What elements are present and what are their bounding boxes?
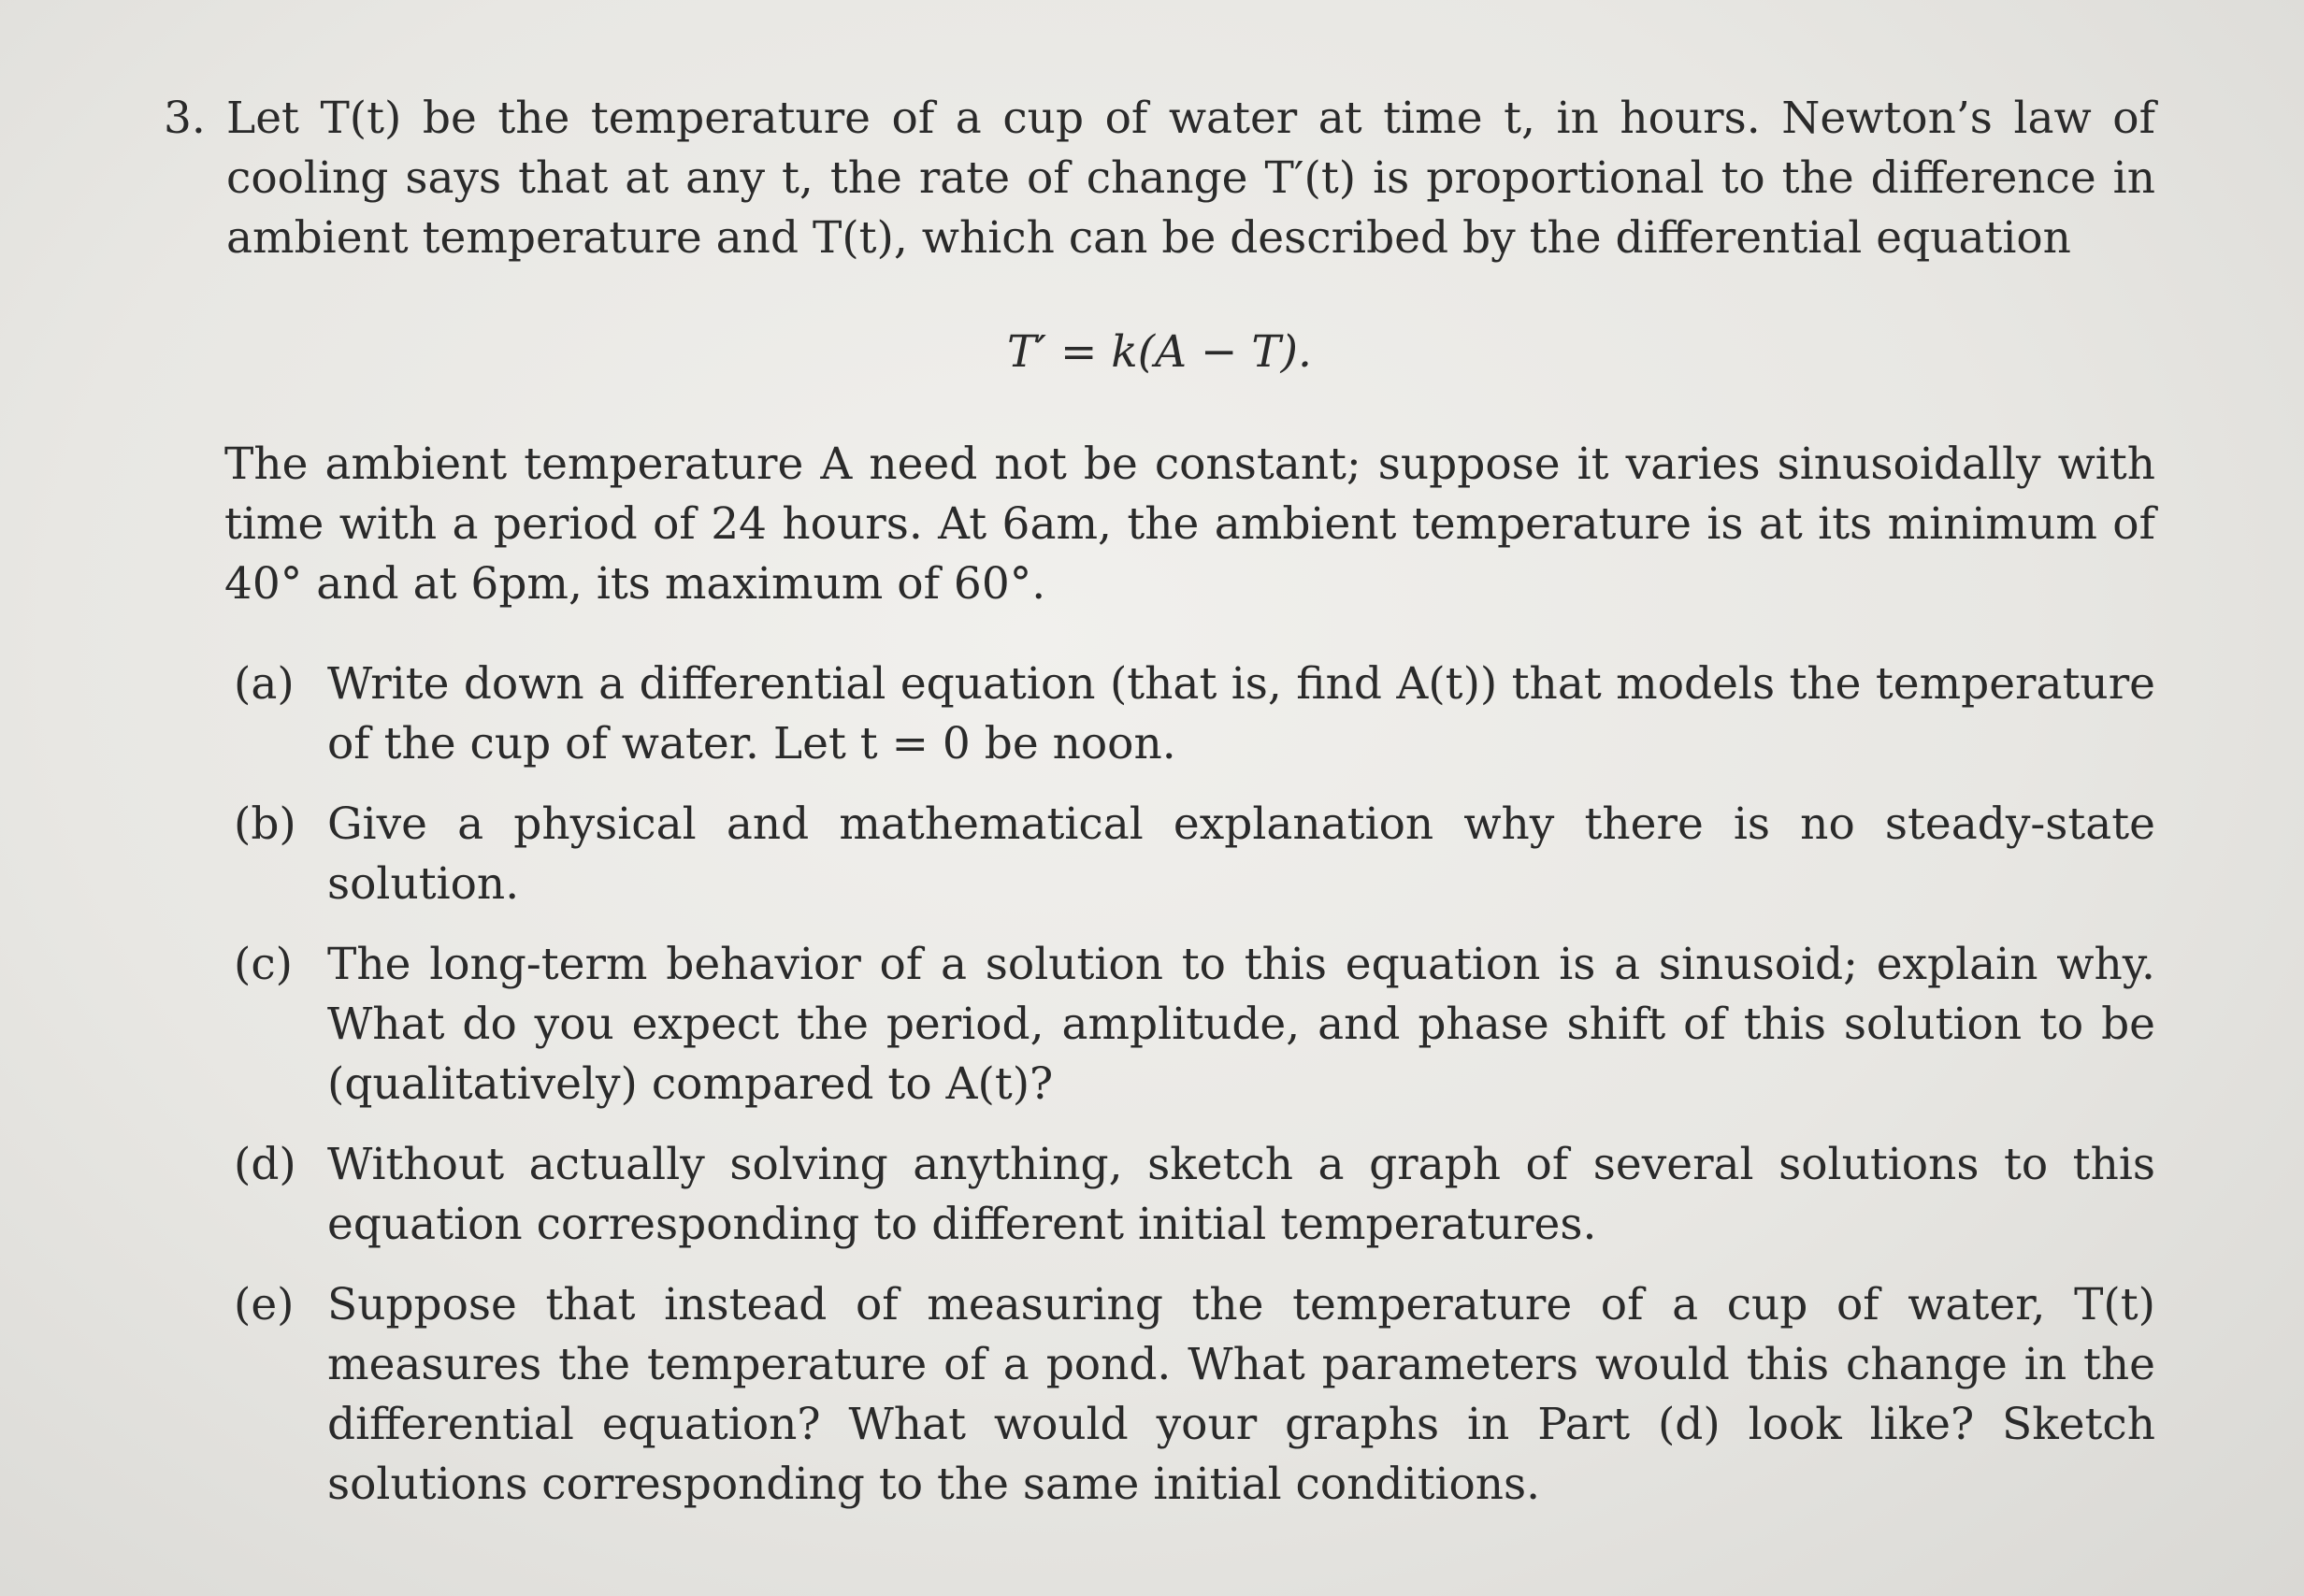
part-e — [234, 1275, 2155, 1515]
part-text: Write down a differential equation (that is, find A(t)) that models the temperature of the cup of water. Let t = 0 be noon. — [327, 658, 2155, 769]
part-label: (b) — [234, 798, 296, 850]
part-label: (d) — [234, 1139, 296, 1190]
part-text: Give a physical and mathematical explanation why there is no steady-state solution. — [327, 798, 2155, 910]
part-d — [234, 1135, 2155, 1255]
problem-number: 3. — [164, 93, 206, 144]
ambient-temperature-paragraph: The ambient temperature A need not be constant; suppose it varies sinusoidally with time with a period of 24 hours. At 6am, the ambient temperature is at its minimum of 40° and at 6pm, its maximum of 60°. — [224, 439, 2155, 610]
part-text: Suppose that instead of measuring the temperature of a cup of water, T(t) measures the temperature of a pond. What parameters would this change in the differential equation? What would your graphs in Part (d) look like? Sketch solutions corresponding to the same initial conditions. — [327, 1279, 2155, 1510]
problem-intro: Let T(t) be the temperature of a cup of water at time t, in hours. Newton’s law of cooling says that at any t, the rate of change T′(t) is proportional to the difference in ambient temperature and T(t), which can be described by the differential equation — [226, 93, 2155, 264]
part-text: The long-term behavior of a solution to this equation is a sinusoid; explain why. What do you expect the period, amplitude, and phase shift of this solution to be (qualitatively) compared to A(t)? — [327, 939, 2155, 1110]
differential-equation: T′ = k(A − T). — [1007, 326, 1312, 378]
problem-parts-list — [234, 654, 2155, 1535]
part-a — [234, 654, 2155, 774]
part-b — [234, 795, 2155, 914]
part-label: (c) — [234, 939, 293, 990]
part-c — [234, 935, 2155, 1114]
part-label: (e) — [234, 1279, 295, 1330]
part-text: Without actually solving anything, sketch a graph of several solutions to this equation corresponding to different initial temperatures. — [327, 1139, 2155, 1250]
part-label: (a) — [234, 658, 295, 710]
